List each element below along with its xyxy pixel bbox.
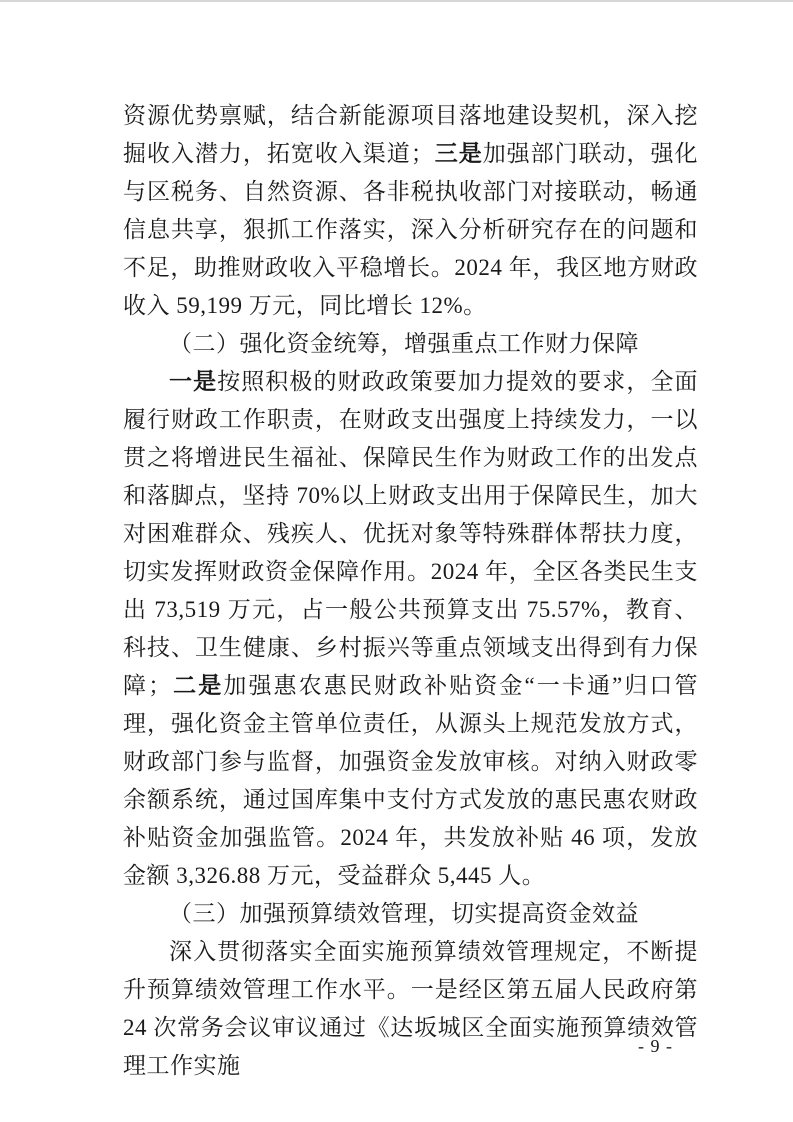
emphasis-run: 一是 xyxy=(169,369,218,394)
text-run: 资源优势禀赋，结合新能源项目落地建设契机，深入挖掘收入潜力，拓宽收入渠道； xyxy=(123,103,698,166)
paragraph xyxy=(123,363,698,895)
text-run: （二）强化资金统筹，增强重点工作财力保障 xyxy=(169,331,639,356)
text-run: 加强部门联动，强化与区税务、自然资源、各非税执收部门对接联动，畅通信息共享，狠抓工作落实，深入分析研究存在的问题和不足，助推财政收入平稳增长。2024 年，我区地方财政收入 59,199 万元，同比增长 12%。 xyxy=(123,141,699,318)
text-block xyxy=(123,97,698,1085)
text-run: 加强惠农惠民财政补贴资金“一卡通”归口管理，强化资金主管单位责任，从源头上规范发放方式，财政部门参与监督，加强资金发放审核。对纳入财政零余额系统，通过国库集中支付方式发放的惠民惠农财政补贴资金加强监管。2024 年，共发放补贴 46 项，发放金额 3,326.88 万元，受益群众 5,445 人。 xyxy=(123,673,699,888)
text-run: 深入贯彻落实全面实施预算绩效管理规定，不断提升预算绩效管理工作水平。一是经区第五届人民政府第 24 次常务会议审议通过《达坂城区全面实施预算绩效管理工作实施 xyxy=(123,939,698,1078)
section-heading xyxy=(123,895,698,933)
text-run: 按照积极的财政政策要加力提效的要求，全面履行财政工作职责，在财政支出强度上持续发力，一以贯之将增进民生福祉、保障民生作为财政工作的出发点和落脚点，坚持 70%以上财政支出用于保障民生，加大对困难群众、残疾人、优抚对象等特殊群体帮扶力度，切实发挥财政资金保障作用。2024 年，全区各类民生支出 73,519 万元，占一般公共预算支出 75.57%，教育、科技、卫生健康、乡村振兴等重点领域支出得到有力保障； xyxy=(123,369,699,698)
page-number: - 9 - xyxy=(638,1036,673,1056)
paragraph xyxy=(123,933,698,1085)
emphasis-run: 三是 xyxy=(434,141,483,166)
emphasis-run: 二是 xyxy=(171,673,224,698)
section-heading xyxy=(123,325,698,363)
text-run: （三）加强预算绩效管理，切实提高资金效益 xyxy=(169,901,639,926)
paragraph xyxy=(123,97,698,325)
